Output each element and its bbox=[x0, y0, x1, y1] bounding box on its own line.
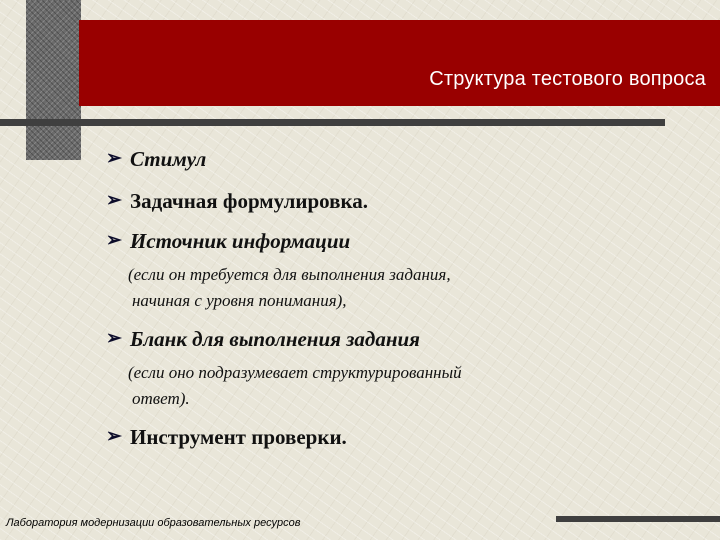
title-bar bbox=[79, 20, 720, 106]
bullet-label: Задачная формулировка. bbox=[130, 189, 369, 213]
decorative-side-strip bbox=[26, 0, 81, 160]
divider-line bbox=[0, 119, 665, 126]
arrowhead-bullet-icon: ➢ bbox=[106, 230, 122, 251]
bullet-label: Инструмент проверки. bbox=[130, 425, 347, 449]
bullet-label: Бланк для выполнения задания bbox=[130, 327, 420, 351]
bullet-item-info-source bbox=[104, 226, 704, 256]
bullet-label: Стимул bbox=[130, 147, 207, 171]
note-line: начиная с уровня понимания), bbox=[132, 291, 347, 310]
slide-title: Структура тестового вопроса bbox=[429, 68, 706, 90]
bullet-item-task-formulation bbox=[104, 186, 704, 216]
bullet-item-check-tool bbox=[104, 422, 704, 452]
bottom-divider-line bbox=[556, 516, 720, 522]
footer-text: Лаборатория модернизации образовательных ресурсов bbox=[6, 517, 301, 529]
bullet-item-stimulus bbox=[104, 144, 704, 174]
arrowhead-bullet-icon: ➢ bbox=[106, 426, 122, 447]
bullet-list bbox=[104, 144, 704, 452]
bullet-label: Источник информации bbox=[130, 229, 351, 253]
bullet-note-answer-form bbox=[104, 360, 704, 412]
bullet-item-answer-form bbox=[104, 324, 704, 354]
arrowhead-bullet-icon: ➢ bbox=[106, 148, 122, 169]
bullet-note-info-source bbox=[104, 262, 704, 314]
note-line: (если он требуется для выполнения задания, bbox=[128, 265, 451, 284]
arrowhead-bullet-icon: ➢ bbox=[106, 190, 122, 211]
arrowhead-bullet-icon: ➢ bbox=[106, 328, 122, 349]
note-line: (если оно подразумевает структурированный bbox=[128, 363, 462, 382]
note-line: ответ). bbox=[132, 389, 190, 408]
